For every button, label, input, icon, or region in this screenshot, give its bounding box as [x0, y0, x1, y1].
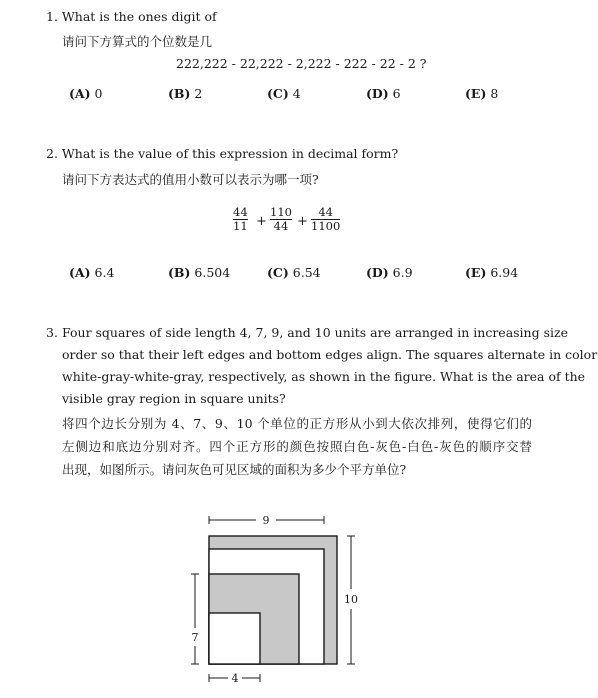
q3-text-cn-line-2: 左侧边和底边分别对齐。四个正方形的颜色按照白色-灰色-白色-灰色的顺序交替	[62, 439, 532, 454]
choice-label: (A)	[69, 86, 91, 101]
plus-sign: +	[256, 214, 267, 229]
choice-value: 6.4	[94, 265, 115, 280]
choice-label: (B)	[168, 86, 191, 101]
choice-label: (E)	[465, 265, 487, 280]
choice-label: (C)	[267, 265, 289, 280]
label-right: 10	[344, 593, 358, 606]
label-left: 7	[191, 631, 199, 644]
q3-text-en-line-4: visible gray region in square units?	[62, 391, 286, 406]
numerator: 44	[318, 205, 333, 219]
choice-label: (E)	[465, 86, 487, 101]
q3-text-en-line-2: order so that their left edges and bottom edges align. The squares alternate in color	[62, 347, 598, 362]
choice-label: (D)	[366, 265, 389, 280]
choice-label: (C)	[267, 86, 289, 101]
q2-text-en: What is the value of this expression in decimal form?	[61, 146, 399, 161]
denominator: 11	[233, 219, 248, 234]
denominator: 44	[273, 219, 289, 234]
choice-value: 6	[392, 86, 401, 101]
choice-value: 6.504	[194, 265, 231, 280]
choice-value: 0	[94, 86, 103, 101]
q3-text-cn-line-3: 出现，如图所示。请问灰色可见区域的面积为多少个平方单位?	[62, 462, 407, 477]
q3-text-cn-line-1: 将四个边长分别为 4、7、9、10 个单位的正方形从小到大依次排列，使得它们的	[62, 416, 532, 431]
choice-value: 6.54	[292, 265, 321, 280]
q1-text-cn: 请问下方算式的个位数是几	[62, 34, 213, 49]
choice-value: 6.94	[490, 265, 519, 280]
q1-expression: 222,222 - 22,222 - 2,222 - 222 - 22 - 2 ?	[176, 56, 427, 71]
choice-label: (A)	[69, 265, 91, 280]
q1-text-en: What is the ones digit of	[61, 9, 217, 24]
label-top: 9	[262, 514, 270, 527]
numerator: 44	[233, 205, 248, 219]
q2-number: 2.	[46, 146, 58, 161]
choice-value: 2	[194, 86, 203, 101]
square-4-white	[209, 613, 260, 664]
choice-value: 6.9	[392, 265, 413, 280]
denominator: 1100	[311, 219, 341, 234]
choice-value: 4	[292, 86, 301, 101]
q3-text-en-line-3: white-gray-white-gray, respectively, as shown in the figure. What is the area of the	[62, 369, 586, 384]
dimension-left	[191, 574, 199, 664]
choice-value: 8	[490, 86, 499, 101]
choice-label: (D)	[366, 86, 389, 101]
plus-sign: +	[297, 214, 308, 229]
choice-label: (B)	[168, 265, 191, 280]
q3-number: 3.	[46, 325, 58, 340]
q3-text-en-line-1: Four squares of side length 4, 7, 9, and 10 units are arranged in increasing size	[62, 325, 568, 340]
q2-text-cn: 请问下方表达式的值用小数可以表示为哪一项?	[62, 172, 319, 187]
label-bottom: 4	[231, 672, 239, 685]
q1-number: 1.	[46, 9, 58, 24]
numerator: 110	[270, 205, 292, 219]
